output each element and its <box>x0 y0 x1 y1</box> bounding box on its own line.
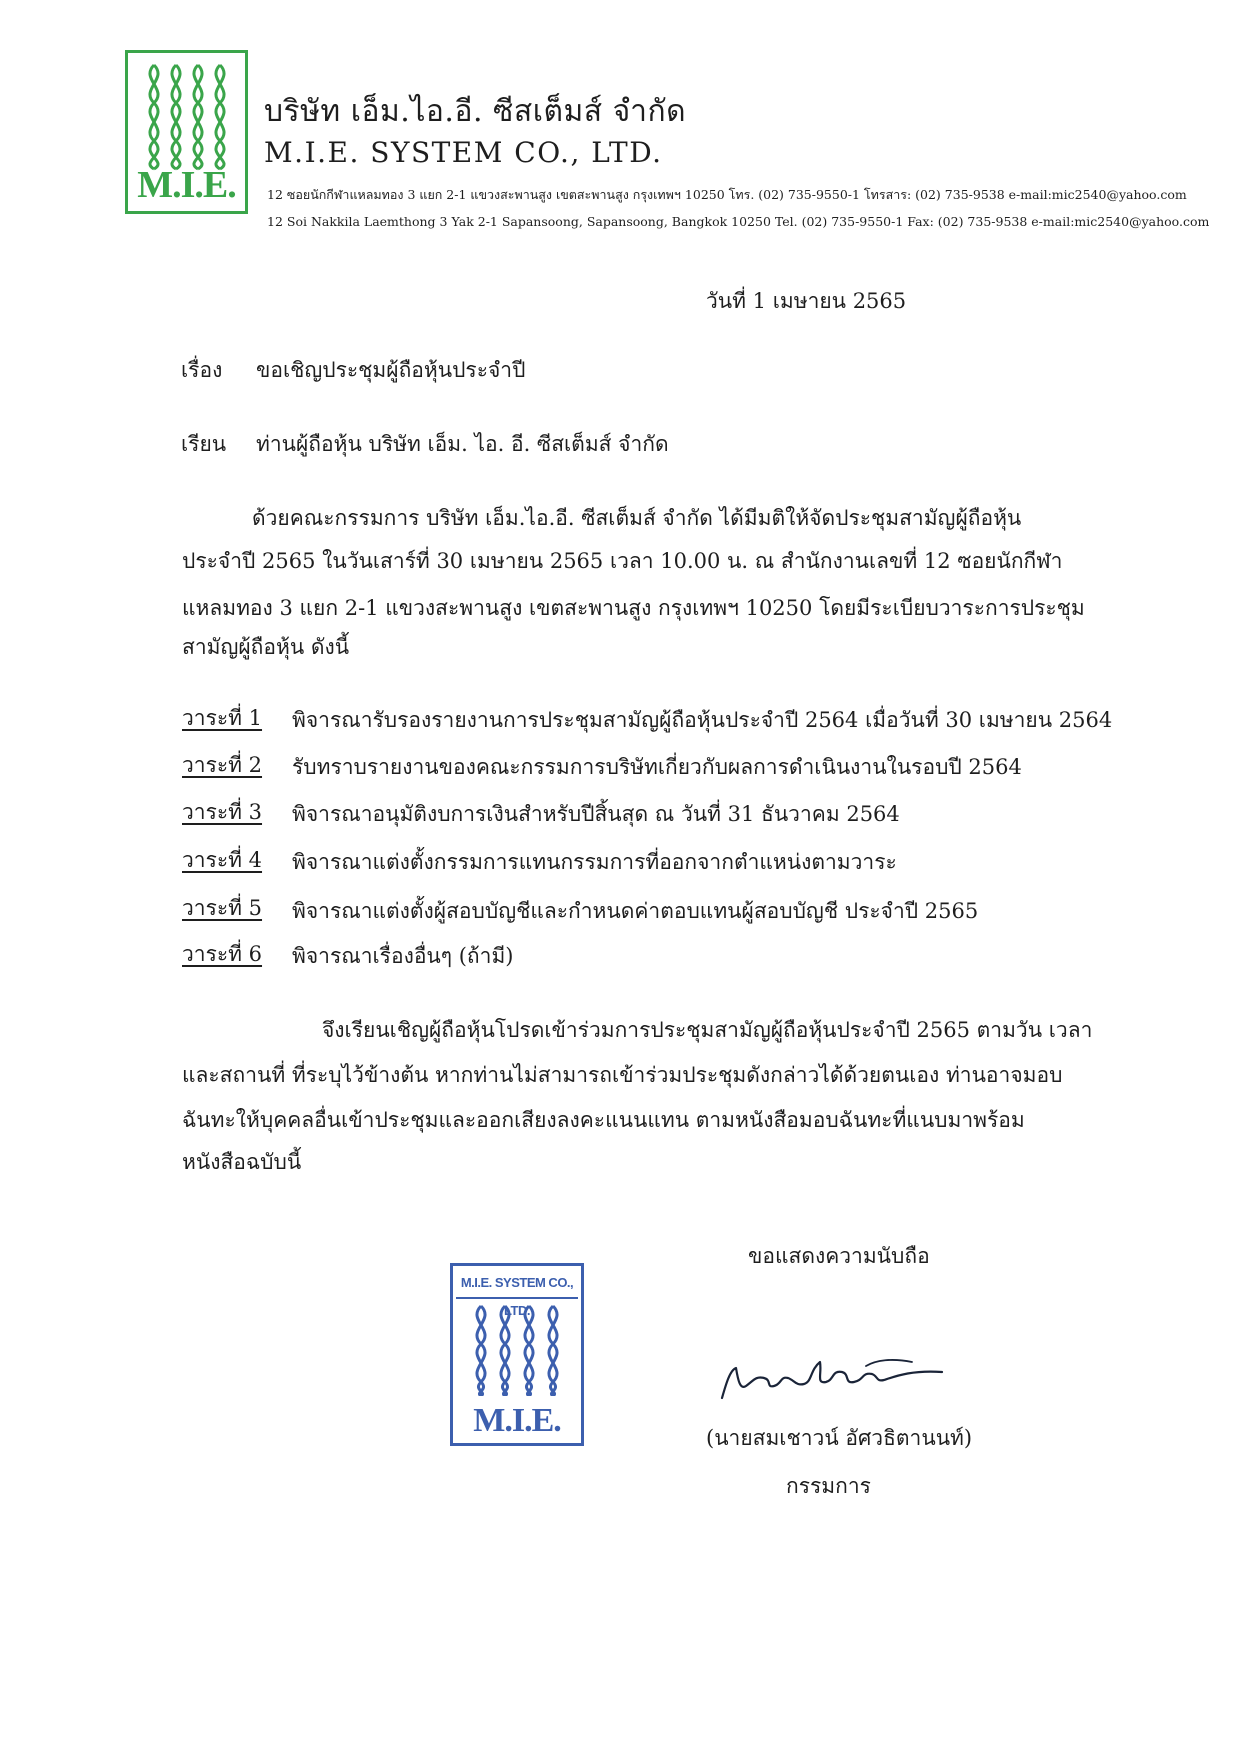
closing-line-3: ฉันทะให้บุคคลอื่นเข้าประชุมและออกเสียงลงคะแนนแทน ตามหนังสือมอบฉันทะที่แนบมาพร้อม <box>182 1108 1025 1132</box>
agenda-number-3: วาระที่ 3 <box>182 800 263 824</box>
coil-pattern-icon <box>138 61 236 171</box>
agenda-number-1: วาระที่ 1 <box>182 706 263 730</box>
signatory-name: (นายสมเชาวน์ อัศวธิตานนท์) <box>706 1426 973 1450</box>
handwritten-signature <box>716 1340 956 1410</box>
company-name-thai: บริษัท เอ็ม.ไอ.อี. ซีสเต็มส์ จำกัด <box>264 94 687 129</box>
agenda-number-2: วาระที่ 2 <box>182 753 263 777</box>
agenda-number-6: วาระที่ 6 <box>182 942 263 966</box>
stamp-coil-icon <box>465 1304 569 1396</box>
signatory-title: กรรมการ <box>786 1474 871 1498</box>
agenda-item-3: พิจารณาอนุมัติงบการเงินสำหรับปีสิ้นสุด ณ วันที่ 31 ธันวาคม 2564 <box>292 802 900 826</box>
stamp-footer: M.I.E. <box>473 1402 561 1439</box>
closing-line-1: จึงเรียนเชิญผู้ถือหุ้นโปรดเข้าร่วมการประชุมสามัญผู้ถือหุ้นประจำปี 2565 ตามวัน เวลา <box>322 1018 1093 1042</box>
closing-regards: ขอแสดงความนับถือ <box>748 1244 930 1268</box>
agenda-item-5: พิจารณาแต่งตั้งผู้สอบบัญชีและกำหนดค่าตอบแทนผู้สอบบัญชี ประจำปี 2565 <box>292 899 979 923</box>
agenda-number-5: วาระที่ 5 <box>182 896 263 920</box>
intro-line-4: สามัญผู้ถือหุ้น ดังนี้ <box>182 635 350 659</box>
agenda-item-1: พิจารณารับรองรายงานการประชุมสามัญผู้ถือหุ้นประจำปี 2564 เมื่อวันที่ 30 เมษายน 2564 <box>292 708 1113 732</box>
intro-line-3: แหลมทอง 3 แยก 2-1 แขวงสะพานสูง เขตสะพานสูง กรุงเทพฯ 10250 โดยมีระเบียบวาระการประชุม <box>182 596 1085 620</box>
recipient-text: ท่านผู้ถือหุ้น บริษัท เอ็ม. ไอ. อี. ซีสเต็มส์ จำกัด <box>256 432 669 456</box>
address-english: 12 Soi Nakkila Laemthong 3 Yak 2-1 Sapansoong, Sapansoong, Bangkok 10250 Tel. (02) 735-9550-1 Fax: (02) 735-9538 e-mail:mic2540@yahoo.com <box>267 214 1210 229</box>
agenda-item-4: พิจารณาแต่งตั้งกรรมการแทนกรรมการที่ออกจากตำแหน่งตามวาระ <box>292 850 897 874</box>
recipient-label: เรียน <box>181 432 227 456</box>
logo-text: M.I.E. <box>137 164 236 206</box>
company-logo <box>125 50 248 214</box>
subject-label: เรื่อง <box>181 358 223 382</box>
stamp-header: M.I.E. SYSTEM CO., LTD. <box>456 1269 578 1299</box>
company-stamp <box>450 1263 584 1446</box>
subject-text: ขอเชิญประชุมผู้ถือหุ้นประจำปี <box>256 358 526 382</box>
closing-line-2: และสถานที่ ที่ระบุไว้ข้างต้น หากท่านไม่สามารถเข้าร่วมประชุมดังกล่าวได้ด้วยตนเอง ท่านอาจมอบ <box>182 1063 1063 1087</box>
agenda-item-2: รับทราบรายงานของคณะกรรมการบริษัทเกี่ยวกับผลการดำเนินงานในรอบปี 2564 <box>292 755 1022 779</box>
closing-line-4: หนังสือฉบับนี้ <box>182 1150 302 1174</box>
address-thai: 12 ซอยนักกีฬาแหลมทอง 3 แยก 2-1 แขวงสะพานสูง เขตสะพานสูง กรุงเทพฯ 10250 โทร. (02) 735-9550-1 โทรสาร: (02) 735-9538 e-mail:mic2540@yahoo.com <box>267 187 1187 202</box>
company-name-english: M.I.E. SYSTEM CO., LTD. <box>264 136 663 169</box>
intro-line-1: ด้วยคณะกรรมการ บริษัท เอ็ม.ไอ.อี. ซีสเต็มส์ จำกัด ได้มีมติให้จัดประชุมสามัญผู้ถือหุ้น <box>252 506 1022 530</box>
intro-line-2: ประจำปี 2565 ในวันเสาร์ที่ 30 เมษายน 2565 เวลา 10.00 น. ณ สำนักงานเลขที่ 12 ซอยนักกีฬา <box>182 549 1063 573</box>
agenda-number-4: วาระที่ 4 <box>182 848 263 872</box>
agenda-item-6: พิจารณาเรื่องอื่นๆ (ถ้ามี) <box>292 944 514 968</box>
letter-date: วันที่ 1 เมษายน 2565 <box>706 289 907 313</box>
